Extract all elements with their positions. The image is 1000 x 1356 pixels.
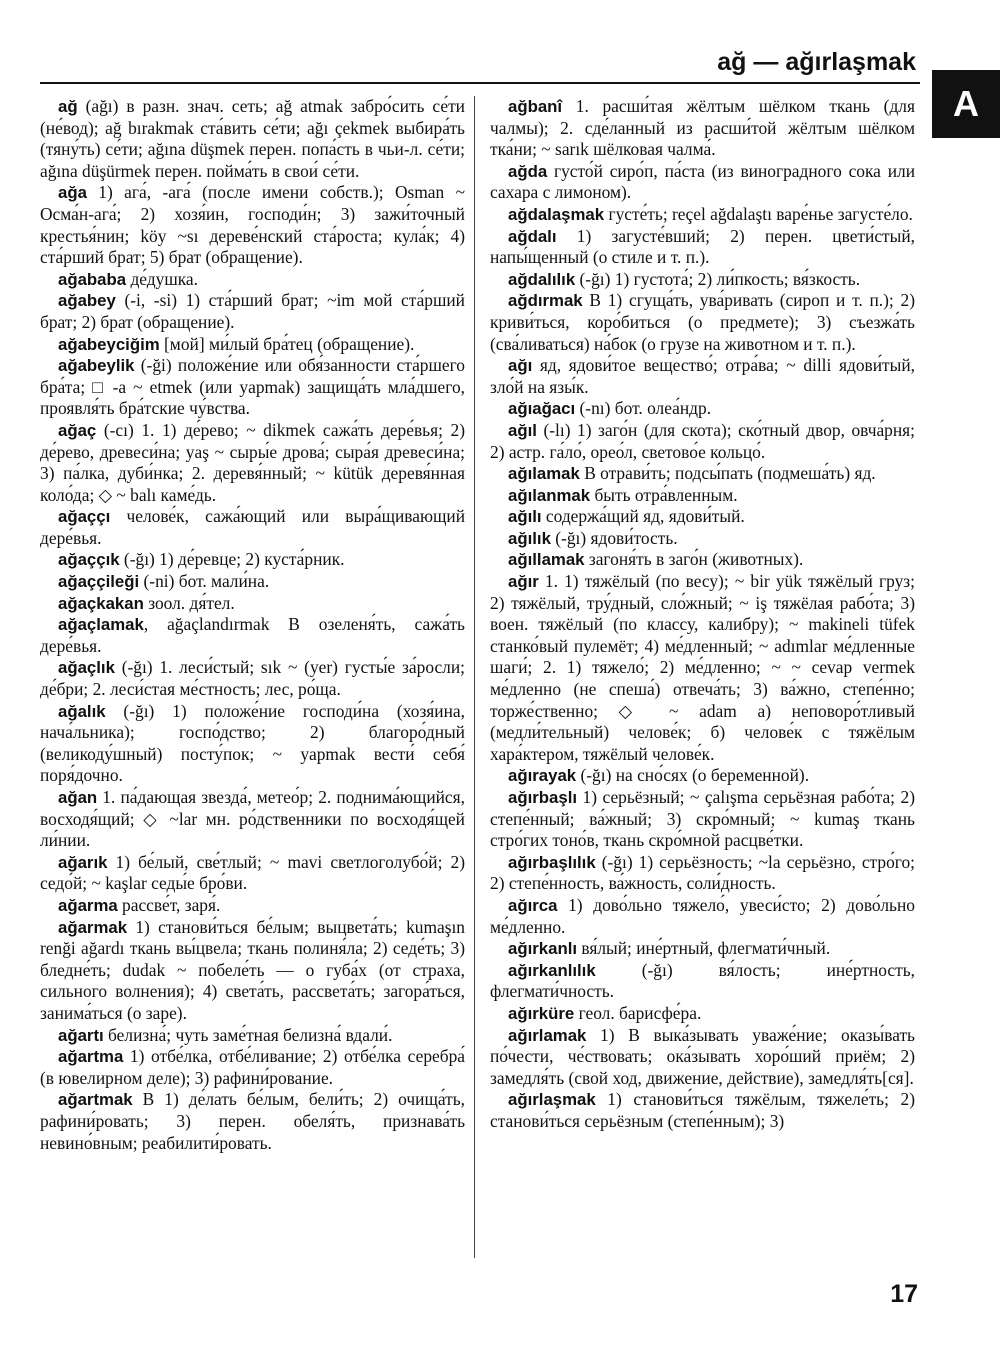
definition: содержа́щий яд, ядови́тый. (541, 506, 745, 527)
definition: , ağaçlandırmak B озеленя́ть, сажа́ть дере́вья. (40, 614, 465, 656)
definition: (-ğı) 1) густота́; 2) ли́пкость; вя́зкость. (575, 268, 861, 289)
headword: ağılanmak (508, 485, 591, 505)
headword: ağırkanlı (508, 939, 578, 959)
dictionary-entry (490, 420, 915, 463)
definition: 1) дово́льно тяжело́, увеси́сто; 2) дово́льно ме́дленно. (490, 894, 915, 937)
dictionary-entry (490, 506, 915, 528)
headword: ağılı (508, 507, 542, 527)
dictionary-entry (40, 1089, 465, 1154)
dictionary-entry (490, 204, 915, 226)
section-letter-tab: A (932, 70, 1000, 138)
headword: ağdalaşmak (508, 204, 605, 224)
headword: ağırküre (508, 1003, 575, 1023)
dictionary-entry (40, 355, 465, 420)
headword: ağırkanlılık (508, 960, 596, 980)
definition: рассве́т, заря́. (117, 894, 221, 915)
dictionary-entry (40, 852, 465, 895)
dictionary-entry (40, 269, 465, 291)
headword: ağarma (58, 895, 118, 915)
headword: ağaççık (58, 550, 120, 570)
definition: (-ğı) ядови́тость. (550, 527, 678, 548)
headword: ağbanî (508, 97, 563, 116)
definition: (-lı) 1) заго́н (для скота); ско́тный двор, овча́рня; 2) астр. га́ло́, орео́л, светово́е кольцо́. (490, 419, 915, 462)
definition: (-ğı) 1) серьёзность; ~la серьёзно, стро́го; 2) степе́нность, ва́жность, соли́дность. (490, 851, 915, 894)
dictionary-entry (40, 614, 465, 657)
dictionary-entry (40, 420, 465, 506)
definition: B отрави́ть; подсы́пать (подмеша́ть) яд. (579, 463, 876, 484)
headword: ağa (58, 183, 87, 203)
dictionary-entry (490, 290, 915, 355)
definition: [мой] ми́лый бра́тец (обращение). (159, 333, 415, 354)
headword: ağarmak (58, 917, 128, 937)
definition: 1) B выка́зывать уваже́ние; оказы́вать по́чести, че́ствовать; ока́зывать хоро́ший приём; 2) замедля́ть (свой ход, движение, действие), замедля́ть[ся]. (490, 1024, 915, 1088)
headword: ağırlamak (508, 1025, 587, 1045)
definition: 1) загусте́вший; 2) перен. цвети́стый, напы́щенный (о стиле и т. п.). (490, 225, 915, 268)
dictionary-entry (490, 485, 915, 507)
headword: ağıağacı (508, 399, 576, 419)
header-title: ağ — ağırlaşmak (717, 48, 916, 76)
headword: ağırayak (508, 766, 577, 786)
definition: (-cı) 1. 1) де́рево; ~ dikmek сажа́ть дере́вья; 2) де́рево, древеси́на; yaş ~ сыры́е дрова́; сыра́я древеси́на; 3) па́лка, дуби́нка; 2. деревя́нный; ~ kütük деревя́нная коло́да; ◇ ~ balı каме́дь. (40, 419, 465, 505)
definition: де́душка. (126, 268, 198, 289)
definition: 1) станови́ться бе́лым; выцвета́ть; kumaşın renği ağardı ткань вы́цвела; ткань полиня́ла; 2) седе́ть; 3) бледне́ть; dudak ~ побеле́ть — о губа́х (от страха, сильного волнения); 4) света́ть, рассвета́ть; загора́ться, занима́ться (о заре). (40, 916, 465, 1023)
definition: (-ni) бот. мали́на. (139, 571, 270, 592)
definition: (ağı) в разн. знач. сеть; ağ atmak забро́сить се́ти (не́вод); ağ bırakmak ста́вить се́ти; ağı çekmek выбира́ть (тяну́ть) се́ти; ağına düşmek перен. попа́сть в чьи-л. се́ти; ağına düşürmek перен. пойма́ть в свои́ се́ти. (40, 96, 465, 181)
headword: ağılık (508, 528, 551, 548)
dictionary-entry (40, 701, 465, 787)
definition: вя́лый; ине́ртный, флегмати́чный. (577, 938, 831, 959)
headword: ağartmak (58, 1090, 133, 1110)
page-number: 17 (890, 1280, 918, 1308)
headword: ağaçkakan (58, 593, 144, 613)
definition: 1) бе́лый, све́тлый; ~ mavi светлоголубо́й; 2) седо́й; ~ kaşlar седы́е бро́ви. (40, 851, 465, 894)
headword: ağırca (508, 895, 558, 915)
column-divider (474, 96, 475, 1258)
headword: ağartı (58, 1025, 104, 1045)
headword: ağartma (58, 1047, 124, 1067)
dictionary-entry (40, 1025, 465, 1047)
dictionary-entry (490, 1025, 915, 1090)
headword: ağdalılık (508, 269, 576, 289)
dictionary-entry (40, 334, 465, 356)
definition: (-ğı) 1) де́ревце; 2) куста́рник. (119, 549, 345, 570)
dictionary-entry (490, 161, 915, 204)
dictionary-entry (40, 1046, 465, 1089)
headword: ağıllamak (508, 550, 585, 570)
running-header (40, 48, 920, 84)
dictionary-entry (40, 917, 465, 1025)
definition: геол. барисфе́ра. (574, 1002, 702, 1023)
definition: (-ğı) на сно́сях (о беременной). (576, 765, 810, 786)
dictionary-entry (40, 571, 465, 593)
definition: быть отра́вленным. (590, 484, 738, 505)
definition: 1) серьёзный; ~ çalışma серьёзная рабо́та; 2) степе́нный; ва́жный; 3) скро́мный; ~ kumaş ткань стро́гих тоно́в, ткань скро́мной расцве́тки. (490, 787, 915, 851)
definition: 1) отбе́лка, отбе́ливание; 2) отбе́лка серебра́ (в ювелирном деле); 3) рафини́рование. (40, 1046, 465, 1088)
headword: ağdalı (508, 226, 557, 246)
dictionary-entry (490, 269, 915, 291)
headword: ağaççileği (58, 572, 140, 592)
headword: ağı (508, 356, 533, 376)
definition: 1. 1) тяжёлый (по весу); ~ bir yük тяжёлый груз; 2) тяжёлый, тру́дный, сло́жный; ~ iş тяжёлая рабо́та; 3) воен. тяжёлый (по классу, калибру); ~ makineli tüfek станко́вый пулемёт; 4) ме́дленный; ~ adımlar ме́дленные шаги́; 2. 1) тяжело́; 2) ме́дленно; ~ ~ cevap vermek ме́дленно (не спеша́) отвеча́ть; 3) ва́жно, степе́нно; торже́ственно; ◇ ~ adam а) неповоро́тливый (медли́тельный) челове́к; б) челове́к с тяжёлым хара́ктером, тяжёлый челове́к. (490, 571, 915, 764)
dictionary-entry (490, 960, 915, 1003)
definition: B 1) де́лать бе́лым, бели́ть; 2) очища́ть, рафини́ровать; 3) перен. обеля́ть, признава́ть невино́вным; реабилити́ровать. (40, 1089, 465, 1153)
definition: зоол. дя́тел. (143, 592, 235, 613)
dictionary-entry (490, 528, 915, 550)
headword: ağaç (58, 420, 97, 440)
dictionary-entry (40, 290, 465, 333)
dictionary-entry (40, 895, 465, 917)
definition: 1) ага́, -ага́ (после имени собств.); Osman ~ Осма́н-ага́; 2) хозя́ин, господи́н; 3) зажи́точный крестья́нин; köy ~sı дереве́нский ста́роста; кула́к; 4) ста́рший брат; 5) брат (обращение). (40, 182, 465, 268)
dictionary-entry (490, 787, 915, 852)
dictionary-entry (490, 463, 915, 485)
definition: (-ği) положе́ние или обя́занности ста́ршего бра́та; □ -a ~ etmek (или yapmak) защища́ть мла́дшего, проявля́ть бра́тские чу́вства. (40, 355, 465, 419)
right-column (490, 96, 915, 1133)
headword: ağaçlık (58, 658, 115, 678)
headword: ağıl (508, 420, 537, 440)
dictionary-entry (490, 852, 915, 895)
definition: (-i, -si) 1) ста́рший брат; ~im мой ста́рший брат; 2) брат (обращение). (40, 290, 465, 332)
dictionary-entry (490, 938, 915, 960)
definition: челове́к, сажа́ющий или выра́щивающий дере́вья. (40, 506, 465, 548)
headword: ağarık (58, 852, 108, 872)
dictionary-entry (490, 765, 915, 787)
dictionary-entry (40, 506, 465, 549)
headword: ağda (508, 161, 548, 181)
dictionary-entry (40, 96, 465, 182)
dictionary-entry (490, 226, 915, 269)
definition: 1. расши́тая жёлтым шёлком ткань (для чалмы); 2. сде́ланный из расши́той жёлтым шёлком тка́ни; ~ sarık шёлковая чалма́. (490, 96, 915, 160)
dictionary-entry (490, 398, 915, 420)
dictionary-entry (490, 549, 915, 571)
headword: ağırbaşlı (508, 788, 578, 807)
definition: (-ğı) 1) положе́ние господи́на (хозя́ина, нача́льника); госпо́дство; 2) благоро́дный (великоду́шный) посту́пок; ~ yapmak вести́ себя́ поря́дочно. (40, 700, 465, 786)
headword: ağılamak (508, 464, 580, 484)
definition: (-ğı) вя́лость; ине́ртность, флегмати́чность. (490, 959, 915, 1002)
dictionary-entry (40, 787, 465, 852)
left-column (40, 96, 465, 1154)
definition: густе́ть; reçel ağdalaştı варе́нье загусте́ло. (604, 203, 913, 224)
headword: ağabey (58, 291, 116, 311)
dictionary-entry (490, 355, 915, 398)
dictionary-entry (490, 571, 915, 765)
dictionary-entry (490, 895, 915, 938)
dictionary-entry (40, 182, 465, 268)
definition: густо́й сиро́п, па́ста (из виноградного сока или сахара с лимоном). (490, 160, 915, 203)
dictionary-entry (490, 1089, 915, 1132)
definition: 1. па́дающая звезда́, метео́р; 2. поднима́ющийся, восходя́щий; ◇ ~lar мн. ро́дственники по восходя́щей ли́нии. (40, 787, 465, 851)
headword: ağalık (58, 701, 106, 721)
headword: ağırbaşlılık (508, 852, 596, 872)
headword: ağabeylik (58, 356, 135, 376)
headword: ağan (58, 788, 98, 807)
headword: ağababa (58, 269, 127, 289)
dictionary-entry (490, 96, 915, 161)
definition: (-nı) бот. олеа́ндр. (575, 398, 712, 419)
dictionary-entry (490, 1003, 915, 1025)
definition: яд, ядови́тое вещество́; отра́ва; ~ dilli ядови́тый, зло́й на язы́к. (490, 355, 915, 397)
headword: ağ (58, 97, 78, 116)
definition: 1) станови́ться тяжёлым, тяжеле́ть; 2) станови́ться серьёзным (степе́нным); 3) (490, 1089, 915, 1131)
definition: B 1) сгуща́ть, ува́ривать (сироп и т. п.); 2) криви́ться, коро́биться (о предмете); 3) съезжа́ть (сва́ливаться) на́бок (о грузе на животном и т. п.). (490, 290, 915, 354)
headword: ağır (508, 572, 539, 592)
headword: ağırlaşmak (508, 1090, 596, 1110)
definition: (-ğı) 1. леси́стый; sık ~ (yer) густы́е за́росли; де́бри; 2. леси́стая ме́стность; лес, ро́ща. (40, 657, 465, 700)
dictionary-entry (40, 593, 465, 615)
definition: белизна́; чуть заме́тная белизна́ вдали́. (103, 1024, 393, 1045)
headword: ağabeyciğim (58, 334, 160, 354)
headword: ağaçlamak (58, 615, 144, 635)
dictionary-entry (40, 549, 465, 571)
headword: ağdırmak (508, 291, 583, 311)
dictionary-entry (40, 657, 465, 700)
headword: ağaççı (58, 507, 111, 527)
definition: загоня́ть в заго́н (животных). (584, 549, 804, 570)
